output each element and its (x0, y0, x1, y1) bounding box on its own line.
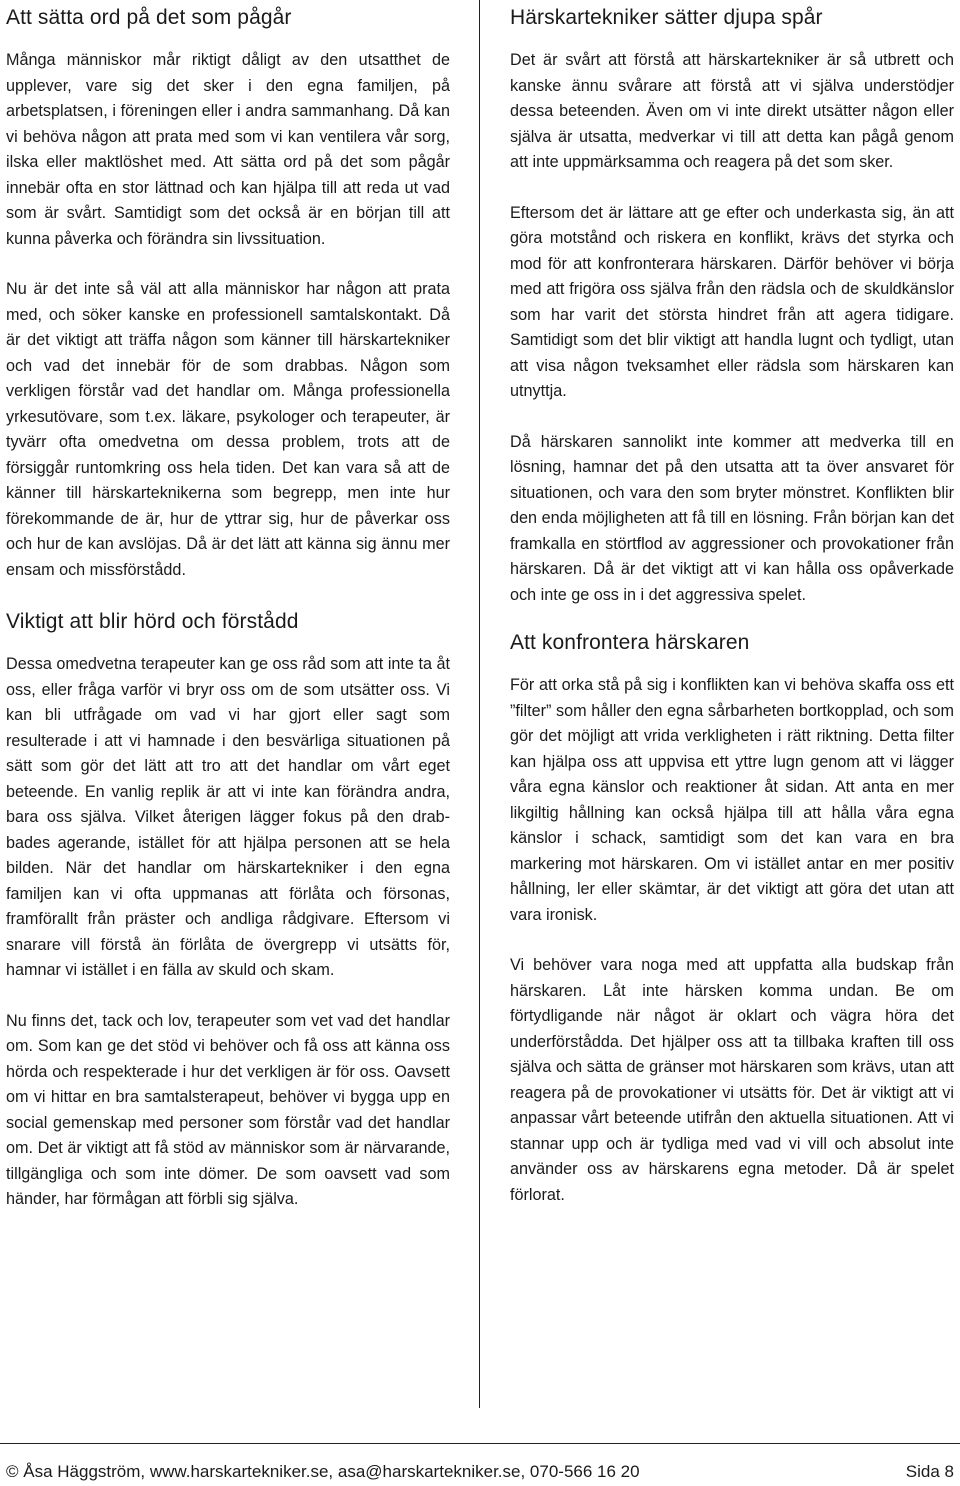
left-column (6, 4, 450, 1238)
paragraph: Eftersom det är lättare att ge efter och underkasta sig, än att göra motstånd och riskera en konflikt, krävs det styrka och mod för att konfronterara härskaren. Därför behöver vi börja med att frigöra oss själva från den rädsla och de skuldkänslor som har varit det största hindret från att agera tidigare. Samtidigt som det blir viktigt att handla lugnt och tydligt, utan att visa någon tveksamhet eller rädsla som härskaren kan utnyttja. (510, 203, 954, 400)
section-heading: Att sätta ord på det som pågår (6, 6, 292, 29)
paragraph: För att orka stå på sig i konflikten kan vi behöva skaffa oss ett ”filter” som håller den egna sårbarheten bortkopplad, och som gör det möjligt att vrida verkligheten i rätt riktning. Detta filter kan hjälpa oss att uppvisa ett yttre lugn genom att vi lägger våra egna känslor och reaktioner åt sidan. Att anta en mer likgiltig hållning kan också hjälpa till att hålla våra egna känslor i schack, samtidigt som det kan vara en bra markering mot härskaren. Om vi istället antar en mer positiv hållning, ler eller skämtar, är det viktigt att göra det utan att vara ironisk. (510, 676, 954, 924)
section-heading: Härskartekniker sätter djupa spår (510, 6, 823, 29)
paragraph: Det är svårt att förstå att härskartekniker är så utbrett och kanske ännu svårare att förstå att vi själva understödjer dessa beteenden. Även om vi inte direkt utsätter någon eller själva är utsatta, medverkar vi till att detta kan pågå genom att inte uppmärksamma och reagera på det som sker. (510, 51, 954, 171)
section-heading: Viktigt att blir hörd och förstådd (6, 610, 299, 633)
paragraph: Många människor mår riktigt dåligt av den utsatthet de upplever, vare sig det sker i den egna familjen, på arbetsplatsen, i föreningen eller i andra sammanhang. Då kan vi behöva någon att prata med som vi kan ventilera vår sorg, ilska eller maktlöshet med. Att sätta ord på det som pågår innebär ofta en stor lättnad och kan hjälpa till att reda ut vad som är svårt. Samtidigt som det också är en början till att kunna påverka och förändra sin livssituation. (6, 51, 450, 248)
page-footer (6, 1460, 954, 1486)
page-number: Sida 8 (905, 1462, 954, 1481)
paragraph: Då härskaren sannolikt inte kommer att medverka till en lösning, hamnar det på den utsatta att ta över ansvaret för situationen, och vara den som bryter mönstret. Konflikten blir den enda möjligheten att få till en lösning. Från början kan det framkalla en störtflod av aggressioner och provokationer från härskaren. Då är det viktigt att vi kan hålla oss opåverkade och inte ge oss in i det aggressiva spelet. (510, 432, 954, 604)
paragraph: Nu finns det, tack och lov, terapeuter som vet vad det handlar om. Som kan ge det stöd vi behöver och få oss att känna oss hörda och respekterade i hur det verkligen är för oss. Oavsett om vi hittar en bra samtalsterapeut, behöver vi bygga upp en social gemenskap med personer som förstår vad det handlar om. Det är viktigt att få stöd av människor som är närvarande, tillgängliga och som inte dömer. De som oavsett vad som händer, har förmågan att förbli sig själva. (6, 1011, 450, 1208)
paragraph: Nu är det inte så väl att alla människor har någon att prata med, och söker kanske en professionell samtalskontakt. Då är det viktigt att träffa någon som känner till härskartekniker och vad det innebär för de som drabbas. Någon som verkligen förstår vad det handlar om. Många professionella yrkesutövare, som t.ex. läkare, psykologer och terapeuter, är tyvärr ofta omedvetna om dessa problem, trots att de försiggår runtomkring oss hela tiden. Det kan vara så att de känner till härskarteknikerna som begrepp, men inte hur förekommande de är, hur de yttrar sig, hur de påverkar oss och hur de kan avslöjas. Då är det lätt att känna sig ännu mer ensam och missförstådd. (6, 280, 450, 579)
column-divider (479, 0, 480, 1408)
paragraph: Vi behöver vara noga med att uppfatta alla budskap från härskaren. Låt inte härsken komma undan. Be om förtydligande när något är oklart och vägra höra det underförstådda. Det hjälper oss att ta tillbaka kraften till oss själva och sätta de gränser mot härskaren som krävs, utan att reagera på de provokationer vi utsätts för. Det är viktigt att vi anpassar vårt beteende utifrån den aktuella situationen. Att vi stannar upp och är tydliga med vad vi vill och absolut inte använder oss av härskarens egna metoder. Då är spelet förlorat. (510, 956, 954, 1204)
right-column (510, 4, 954, 1233)
section-heading: Att konfrontera härskaren (510, 631, 750, 654)
footer-divider (0, 1443, 960, 1444)
footer-copyright: © Åsa Häggström, www.harskartekniker.se, asa@harskartekniker.se, 070-566 16 20 (6, 1462, 640, 1481)
paragraph: Dessa omedvetna terapeuter kan ge oss råd som att inte ta åt oss, eller fråga varför vi bryr oss om de som utsätter oss. Vi kan bli utfrågade om vad vi har gjort eller sagt som resulterade i att vi hamnade i den besvärliga situationen på sätt som gör det lätt att tro att det handlar om vårt eget beteende. En vanlig replik är att vi inte kan förändra andra, bara oss själva. Vilket återigen lägger fokus på den drabbades agerande, istället för att hjälpa personen att se hela bilden. När det handlar om härskartekniker i den egna familjen kan vi ofta uppmanas att förlåta och försonas, framförallt från präster och andliga rådgivare. Eftersom vi snarare vill förstå än förlåta de övergrepp vi utsätts för, hamnar vi istället i en fälla av skuld och skam. (6, 655, 450, 979)
